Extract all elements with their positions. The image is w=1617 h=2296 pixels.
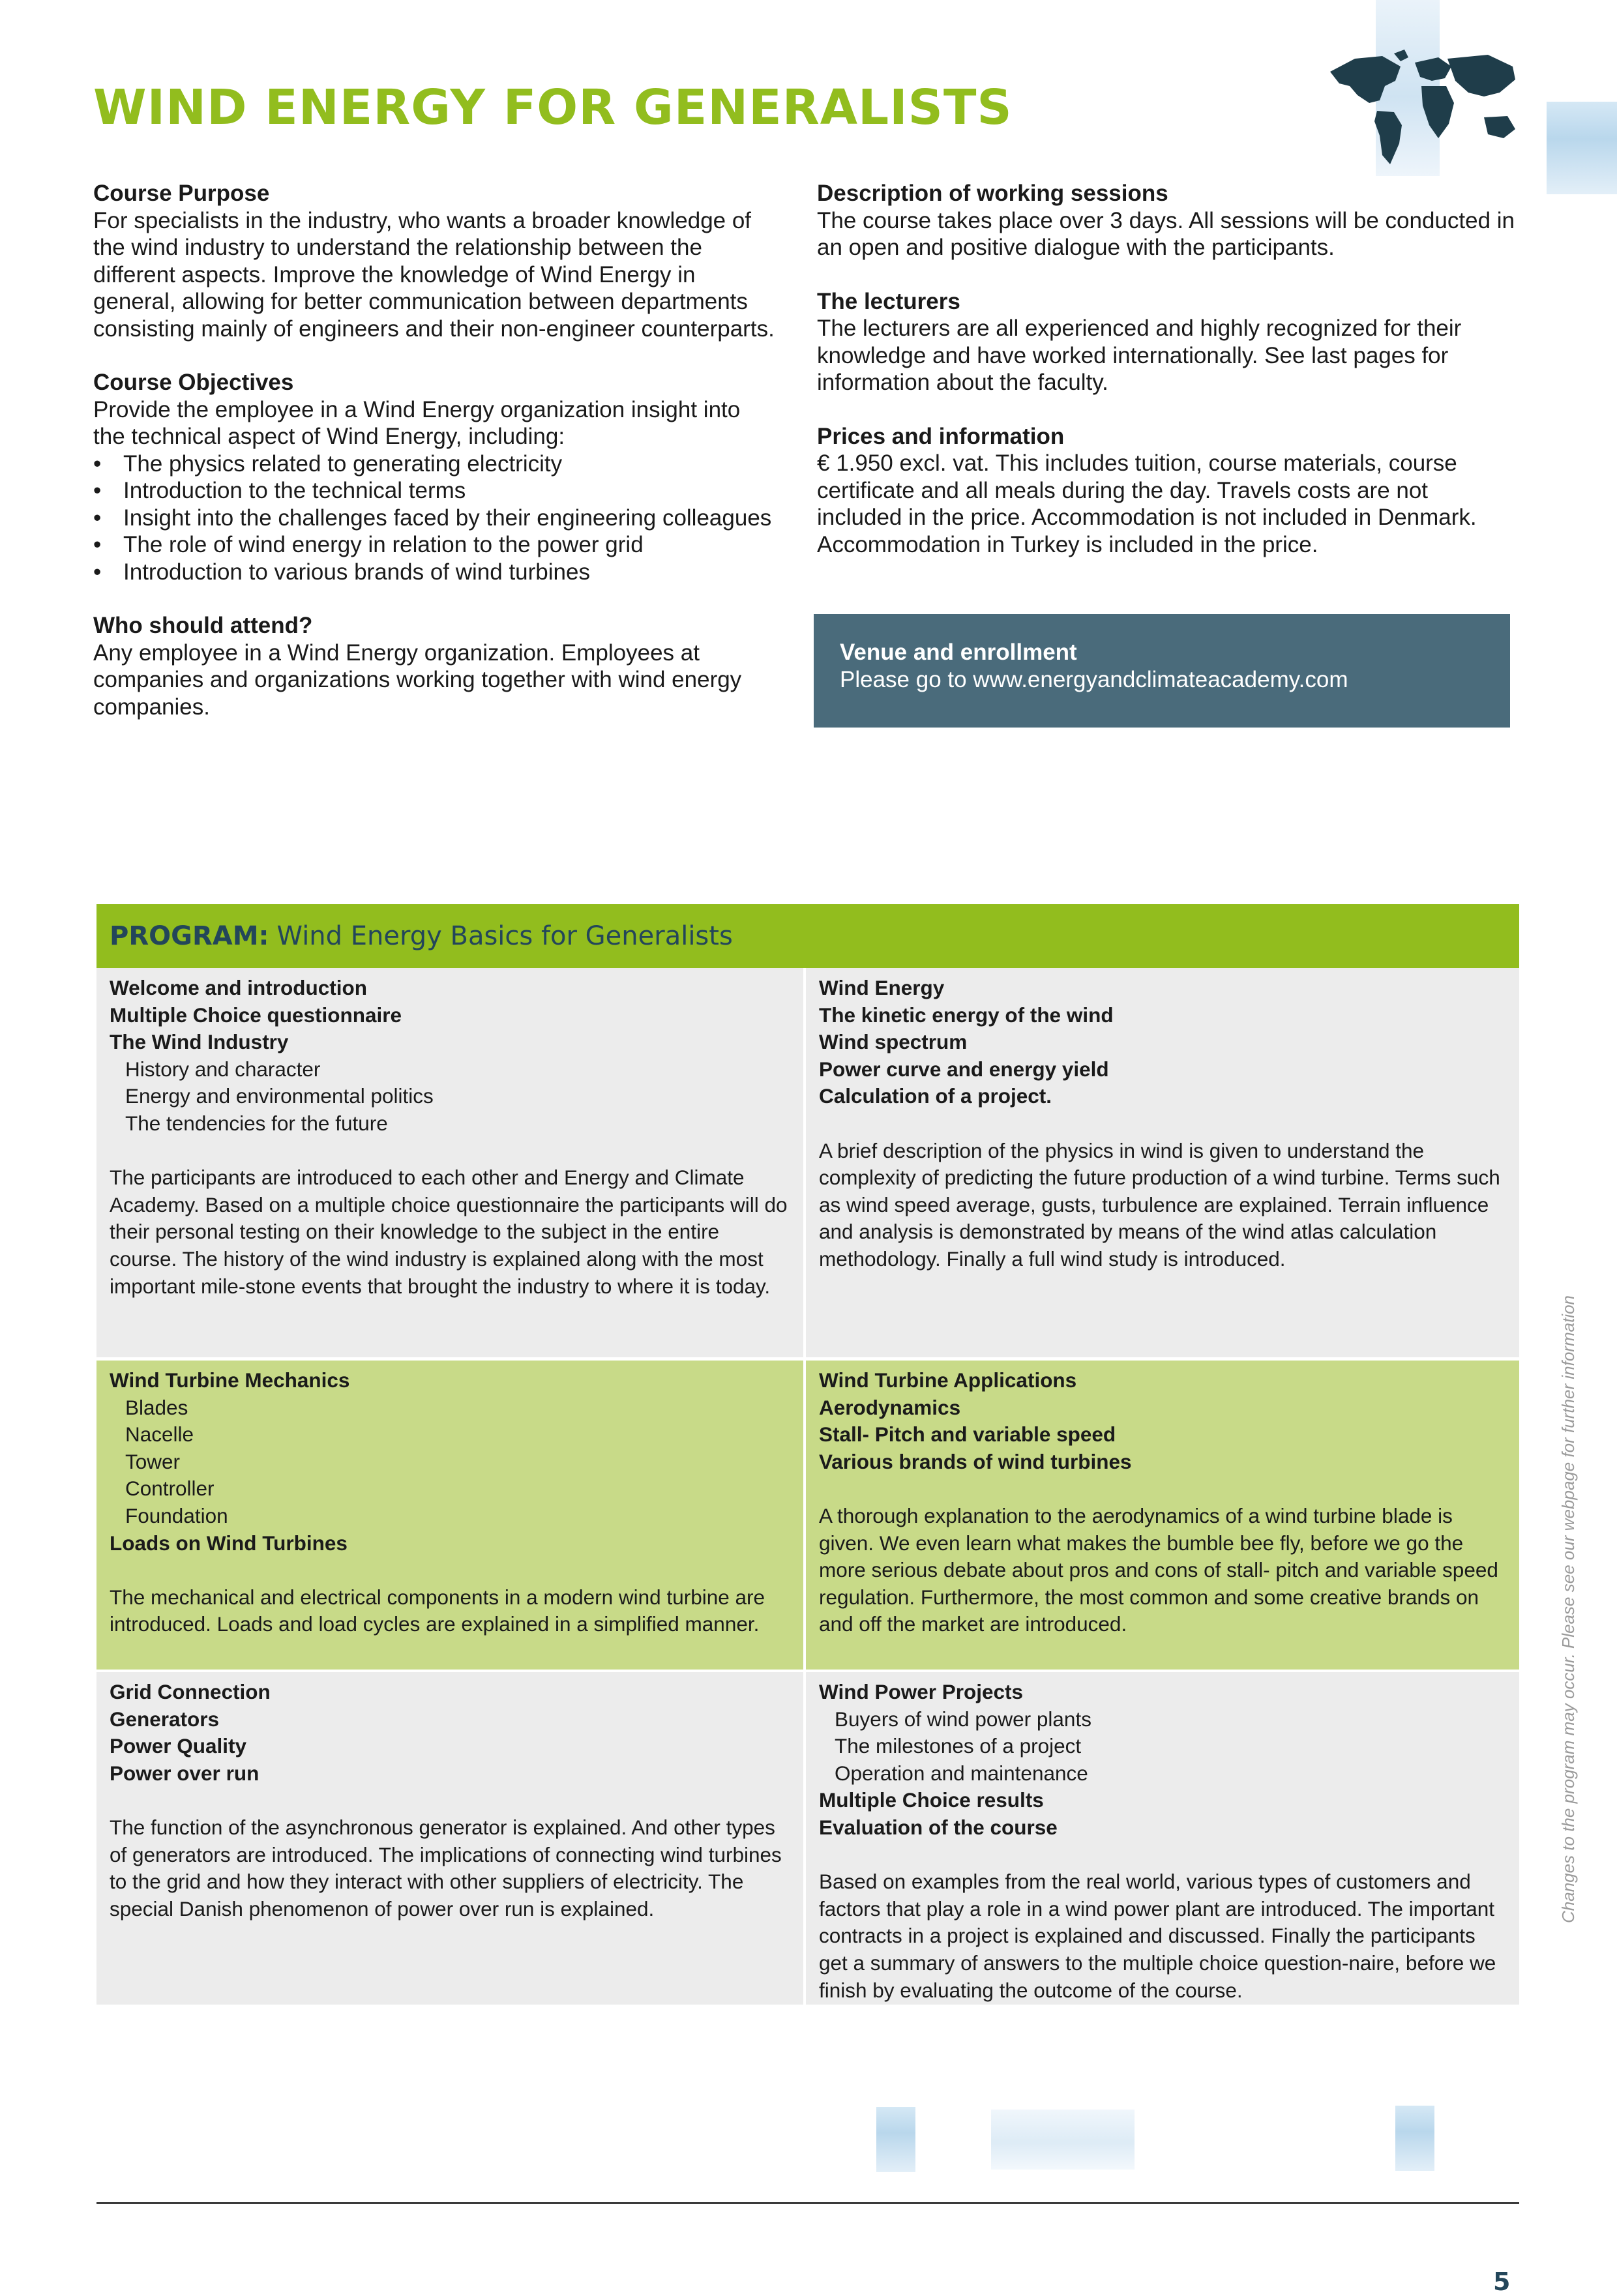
program-topic: Wind Power Projects <box>819 1680 1024 1703</box>
lecturers-heading: The lecturers <box>817 288 960 314</box>
program-topic: Grid Connection <box>110 1680 271 1703</box>
program-header <box>96 904 1519 968</box>
objectives-list <box>93 450 778 586</box>
program-description: A thorough explanation to the aerodynamics of a wind turbine blade is given. We even learn what makes the bumble bee fly, before we go the more serious debate about pros and cons of stall- pitch and variable speed regulation. Furthermore, the most common and some creative brands on and off the market are introduced. <box>819 1503 1498 1636</box>
bottom-decoration <box>876 2107 915 2172</box>
program-description: A brief description of the physics in wind is given to understand the complexity of predicting the future production of a wind turbine. Terms such as wind speed average, gusts, turbulence are explained. Terrain influence and analysis is demonstrated by means of the wind atlas calculation methodology. Finally a full wind study is introduced. <box>819 1138 1500 1271</box>
program-cell <box>806 1361 1519 1670</box>
objectives-list-item: • Introduction to various brands of wind turbines <box>93 559 778 586</box>
program-topic: Wind Turbine Mechanics <box>110 1368 350 1392</box>
spacer <box>110 1787 790 1814</box>
who-should-attend-text: Any employee in a Wind Energy organization. Employees at companies and organizations working together with wind energy companies. <box>93 640 742 720</box>
program-topic: Evaluation of the course <box>819 1815 1058 1839</box>
program-topic: Stall- Pitch and variable speed <box>819 1422 1116 1447</box>
bottom-decoration <box>991 2110 1135 2170</box>
program-description: The participants are introduced to each other and Energy and Climate Academy. Based on a multiple choice questionnaire the participants will do their personal testing on their knowledge to the subject in the entire course. The history of the wind industry is explained along with the most important mile-stone events that brought the industry to where it is today. <box>110 1166 788 1298</box>
program-topic: Wind Turbine Applications <box>819 1368 1077 1392</box>
course-purpose-heading: Course Purpose <box>93 181 270 206</box>
program-topic: Wind spectrum <box>819 1030 968 1054</box>
program-topic: Multiple Choice results <box>819 1788 1044 1812</box>
sessions-heading: Description of working sessions <box>817 181 1168 206</box>
program-topic: Power curve and energy yield <box>819 1057 1109 1081</box>
program-topic: Multiple Choice questionnaire <box>110 1003 402 1027</box>
venue-enrollment-box <box>814 614 1510 728</box>
program-subtopic: The milestones of a project <box>835 1734 1082 1758</box>
program-subtopic: Foundation <box>125 1503 228 1527</box>
program-title: Wind Energy Basics for Generalists <box>276 921 733 951</box>
spacer <box>110 1138 790 1165</box>
program-subtopic: History and character <box>125 1057 321 1081</box>
intro-right-column <box>817 180 1515 585</box>
objectives-list-item: • Introduction to the technical terms <box>93 477 778 505</box>
program-subtopic: Operation and maintenance <box>835 1761 1088 1785</box>
program-topic: Welcome and introduction <box>110 976 367 999</box>
program-cell <box>96 968 803 1357</box>
program-topic: Generators <box>110 1707 220 1731</box>
program-subtopic: The tendencies for the future <box>125 1111 388 1135</box>
program-cell <box>806 1672 1519 2005</box>
objectives-list-item: • Insight into the challenges faced by their engineering colleagues <box>93 505 778 532</box>
program-topic: Various brands of wind turbines <box>819 1449 1132 1473</box>
prices-text: € 1.950 excl. vat. This includes tuition, course materials, course certificate and all meals during the day. Travels costs are not included in the price. Accommodation is not included in Denmark. Accommodation in Turkey is included in the price. <box>817 450 1477 557</box>
page-number: 5 <box>1493 2267 1511 2296</box>
program-subtopic: Controller <box>125 1477 215 1501</box>
who-should-attend-heading: Who should attend? <box>93 613 313 638</box>
prices-heading: Prices and information <box>817 423 1065 449</box>
program-subtopic: Tower <box>125 1449 181 1473</box>
spacer <box>819 1842 1506 1869</box>
program-description: Based on examples from the real world, various types of customers and factors that play a role in a wind power plant are introduced. The important contracts in a project is explained and discussed. Finally the participants get a summary of answers to the multiple choice question-naire, before we finish by evaluating the outcome of the course. <box>819 1870 1496 2002</box>
program-subtopic: Blades <box>125 1395 188 1419</box>
lecturers-text: The lecturers are all experienced and highly recognized for their knowledge and have worked internationally. See last pages for information about the faculty. <box>817 316 1462 395</box>
program-label: PROGRAM: <box>110 921 269 951</box>
program-subtopic: Nacelle <box>125 1422 194 1447</box>
page-title: WIND ENERGY FOR GENERALISTS <box>93 80 1013 136</box>
venue-link[interactable]: Please go to www.energyandclimateacademy.com <box>840 666 1348 692</box>
program-topic: Power Quality <box>110 1734 247 1758</box>
program-description: The mechanical and electrical components in a modern wind turbine are introduced. Loads and load cycles are explained in a simplified manner. <box>110 1585 765 1636</box>
side-note: Changes to the program may occur. Please see our webpage for further information <box>1558 1295 1578 1923</box>
program-cell <box>96 1672 803 2005</box>
program-topic: Calculation of a project. <box>819 1084 1052 1108</box>
course-purpose-text: For specialists in the industry, who wants a broader knowledge of the wind industry to understand the relationship between the different aspects. Improve the knowledge of Wind Energy in general, allowing for better communication between departments consisting mainly of engineers and their non-engineer counterparts. <box>93 207 775 342</box>
sessions-text: The course takes place over 3 days. All sessions will be conducted in an open and positive dialogue with the participants. <box>817 207 1515 260</box>
program-topic: Wind Energy <box>819 976 945 999</box>
program-topic: Loads on Wind Turbines <box>110 1531 348 1555</box>
corner-decoration <box>1547 102 1617 194</box>
program-cell <box>806 968 1519 1357</box>
program-subtopic: Energy and environmental politics <box>125 1084 434 1108</box>
course-objectives-text: Provide the employee in a Wind Energy organization insight into the technical aspect of Wind Energy, including: <box>93 396 741 449</box>
spacer <box>819 1110 1506 1138</box>
program-cell <box>96 1361 803 1670</box>
objectives-list-item: • The physics related to generating electricity <box>93 450 778 478</box>
program-topic: The kinetic energy of the wind <box>819 1003 1114 1027</box>
bottom-decoration <box>1395 2106 1434 2171</box>
spacer <box>819 1475 1506 1503</box>
program-subtopic: Buyers of wind power plants <box>835 1707 1091 1731</box>
course-objectives-heading: Course Objectives <box>93 370 294 395</box>
footer-divider <box>96 2202 1519 2204</box>
objectives-list-item: • The role of wind energy in relation to the power grid <box>93 531 778 559</box>
program-description: The function of the asynchronous generator is explained. And other types of generators are introduced. The implications of connecting wind turbines to the grid and how they interact with other suppliers of electricity. The special Danish phenomenon of power over run is explained. <box>110 1815 782 1921</box>
program-topic: The Wind Industry <box>110 1030 289 1054</box>
program-topic: Power over run <box>110 1761 260 1785</box>
spacer <box>110 1557 790 1584</box>
world-map-icon <box>1317 40 1532 171</box>
program-topic: Aerodynamics <box>819 1395 961 1419</box>
venue-heading: Venue and enrollment <box>840 640 1077 665</box>
intro-left-column <box>93 180 778 747</box>
